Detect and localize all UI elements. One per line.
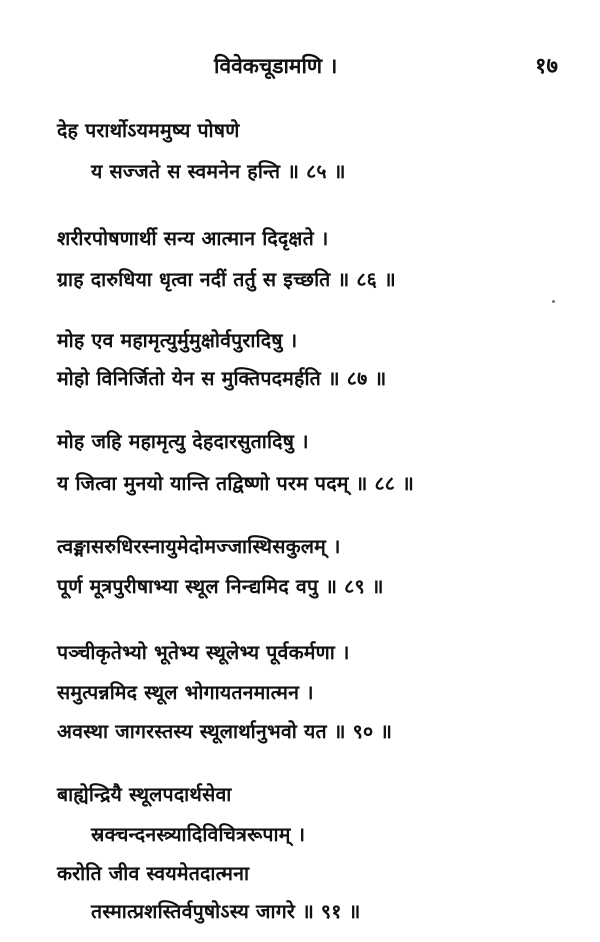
verse-91-line-3: करोति जीव स्वयमेतदात्मना — [57, 862, 250, 885]
verse-88-line-1: मोह जहि महामृत्यु देहदारसुतादिषु । — [57, 430, 309, 453]
verse-89-line-2: पूर्ण मूत्रपुरीषाभ्या स्थूल निन्द्यमिद वपु ॥ ८९ ॥ — [57, 575, 384, 598]
running-header-title: विवेकचूडामणि । — [214, 54, 338, 78]
verse-90-line-3: अवस्था जागरस्तस्य स्थूलार्थानुभवो यत ॥ ९० ॥ — [57, 720, 393, 743]
verse-91-line-4: तस्मात्प्रशस्तिर्वपुषोऽस्य जागरे ॥ ९१ ॥ — [91, 900, 361, 923]
page-number: १७ — [535, 54, 558, 79]
verse-90-line-1: पञ्चीकृतेभ्यो भूतेभ्य स्थूलेभ्य पूर्वकर्मणा । — [57, 641, 350, 664]
verse-90-line-2: समुत्पन्नमिद स्थूल भोगायतनमात्मन । — [57, 681, 314, 704]
verse-91-line-2: स्रक्चन्दनस्त्र्यादिविचित्ररूपाम् । — [91, 823, 306, 846]
verse-85-line-2: य सज्जते स स्वमनेन हन्ति ॥ ८५ ॥ — [91, 160, 346, 183]
verse-86-line-1: शरीरपोषणार्थी सन्य आत्मान दिदृक्षते । — [57, 227, 329, 250]
print-speck — [552, 300, 555, 303]
verse-88-line-2: य जित्वा मुनयो यान्ति तद्विष्णो परम पदम् ॥ ८८ ॥ — [57, 472, 415, 495]
verse-87-line-1: मोह एव महामृत्युर्मुमुक्षोर्वपुरादिषु । — [57, 329, 298, 352]
verse-91-line-1: बाह्येन्द्रियै स्थूलपदार्थसेवा — [57, 783, 232, 806]
verse-89-line-1: त्वङ्मासरुधिरस्नायुमेदोमज्जास्थिसकुलम् । — [57, 535, 341, 558]
verse-85-line-1: देह परार्थोऽयममुष्य पोषणे — [57, 119, 240, 142]
verse-86-line-2: ग्राह दारुधिया धृत्वा नदीं तर्तु स इच्छति ॥ ८६ ॥ — [57, 268, 396, 291]
verse-87-line-2: मोहो विनिर्जितो येन स मुक्तिपदमर्हति ॥ ८७ ॥ — [57, 367, 387, 390]
